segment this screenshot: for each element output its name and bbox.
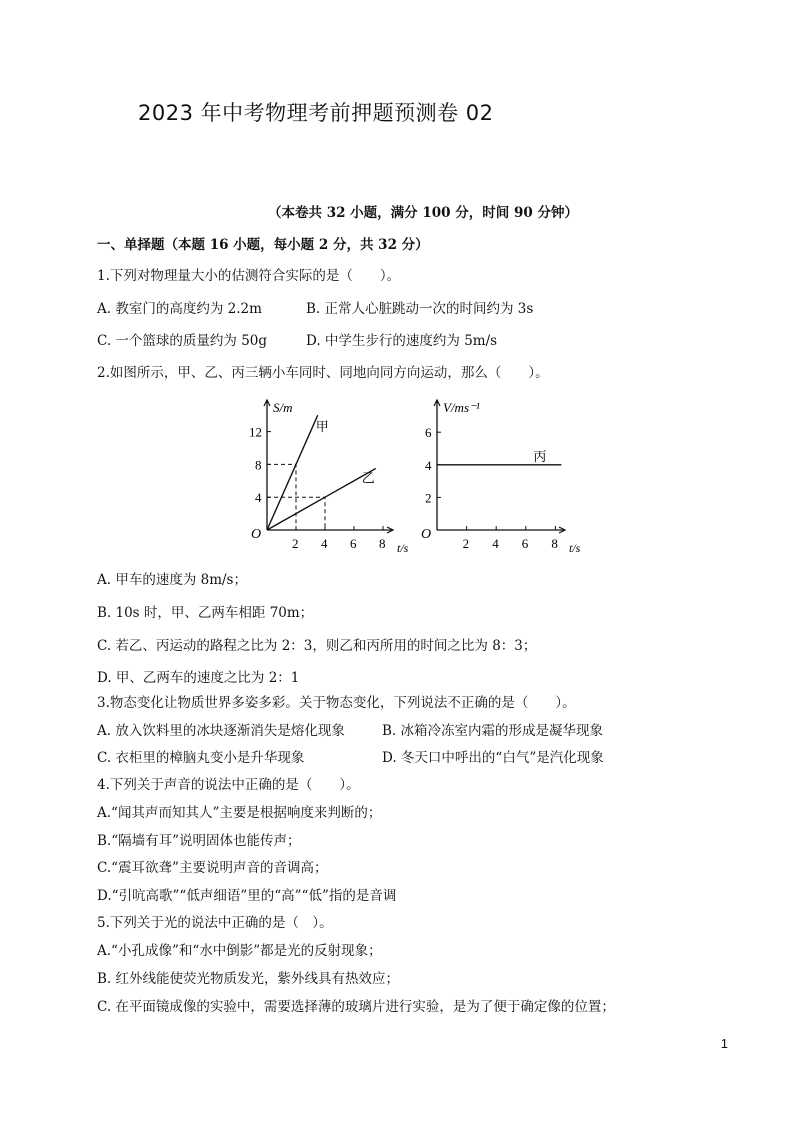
y-tick-label: 8 [255,457,262,473]
y-tick-label: 4 [255,490,262,506]
x-tick-label: 6 [350,536,357,551]
chart-st [245,390,410,555]
series-line-1 [267,415,318,530]
exam-info: （本卷共 32 小题，满分 100 分，时间 90 分钟） [268,205,578,221]
q2-stem: 2.如图所示，甲、乙、丙三辆小车同时、同地向同方向运动，那么（ ）。 [97,365,549,381]
q2-option-c: C. 若乙、丙运动的路程之比为 2：3，则乙和丙所用的时间之比为 8：3； [97,638,537,654]
x-axis-label: t/s [569,541,581,555]
q5-option-b: B. 红外线能使荧光物质发光，紫外线具有热效应； [97,971,400,987]
series-line-2 [267,469,376,531]
q5-option-c: C. 在平面镜成像的实验中，需要选择薄的玻璃片进行实验，是为了便于确定像的位置； [97,999,615,1015]
x-tick-label: 8 [379,536,386,551]
origin-label: O [421,527,432,542]
page-title: 2023 年中考物理考前押题预测卷 02 [138,101,494,125]
q3-option-d: D. 冬天口中呼出的“白气”是汽化现象 [382,750,604,766]
q2-option-d: D. 甲、乙两车的速度之比为 2：1 [97,670,300,686]
q4-option-d: D.“引吭高歌”“低声细语”里的“高”“低”指的是音调 [97,888,397,904]
series-label-1: 甲 [315,419,329,435]
y-tick-label: 12 [249,424,262,440]
series-label-1: 丙 [533,448,547,464]
q1-option-b: B. 正常人心脏跳动一次的时间约为 3s [306,301,534,317]
series-label-2: 乙 [361,470,375,486]
x-axis-label: t/s [397,541,409,555]
q1-stem: 1.下列对物理量大小的估测符合实际的是（ ）。 [97,268,401,284]
y-tick-label: 2 [425,490,432,506]
q2-option-a: A. 甲车的速度为 8m/s； [97,572,247,588]
q2-option-b: B. 10s 时，甲、乙两车相距 70m； [97,605,314,621]
q3-option-a: A. 放入饮料里的冰块逐渐消失是熔化现象 [97,723,345,739]
q4-stem: 4.下列关于声音的说法中正确的是（ ）。 [97,777,360,793]
q4-option-b: B.“隔墙有耳”说明固体也能传声； [97,833,301,849]
q3-option-c: C. 衣柜里的樟脑丸变小是升华现象 [97,750,305,766]
origin-label: O [251,527,262,542]
q5-stem: 5.下列关于光的说法中正确的是（ ）。 [97,915,333,931]
y-tick-label: 6 [425,425,432,441]
x-tick-label: 4 [321,536,328,551]
q5-option-a: A.“小孔成像”和“水中倒影”都是光的反射现象； [97,943,382,959]
section-heading: 一、单择题（本题 16 小题，每小题 2 分，共 32 分） [97,237,429,253]
x-tick-label: 4 [492,536,499,551]
q1-option-c: C. 一个篮球的质量约为 50g [97,333,268,349]
page-number: 1 [720,1036,728,1051]
x-tick-label: 8 [551,536,558,551]
y-tick-label: 4 [425,457,432,473]
q1-option-d: D. 中学生步行的速度约为 5m/s [306,333,498,349]
x-tick-label: 6 [521,536,529,551]
x-tick-label: 2 [292,536,299,551]
q3-stem: 3.物态变化让物质世界多姿多彩。关于物态变化，下列说法不正确的是（ ）。 [97,695,576,711]
q1-option-a: A. 教室门的高度约为 2.2m [97,301,262,317]
q4-option-a: A.“闻其声而知其人”主要是根据响度来判断的； [97,805,382,821]
x-tick-label: 2 [462,536,470,551]
q4-option-c: C.“震耳欲聋”主要说明声音的音调高； [97,860,328,876]
y-axis-label: S/m [273,400,293,415]
chart-vt [415,390,590,555]
y-axis-label: V/ms⁻¹ [443,400,480,415]
q3-option-b: B. 冰箱冷冻室内霜的形成是凝华现象 [382,723,604,739]
